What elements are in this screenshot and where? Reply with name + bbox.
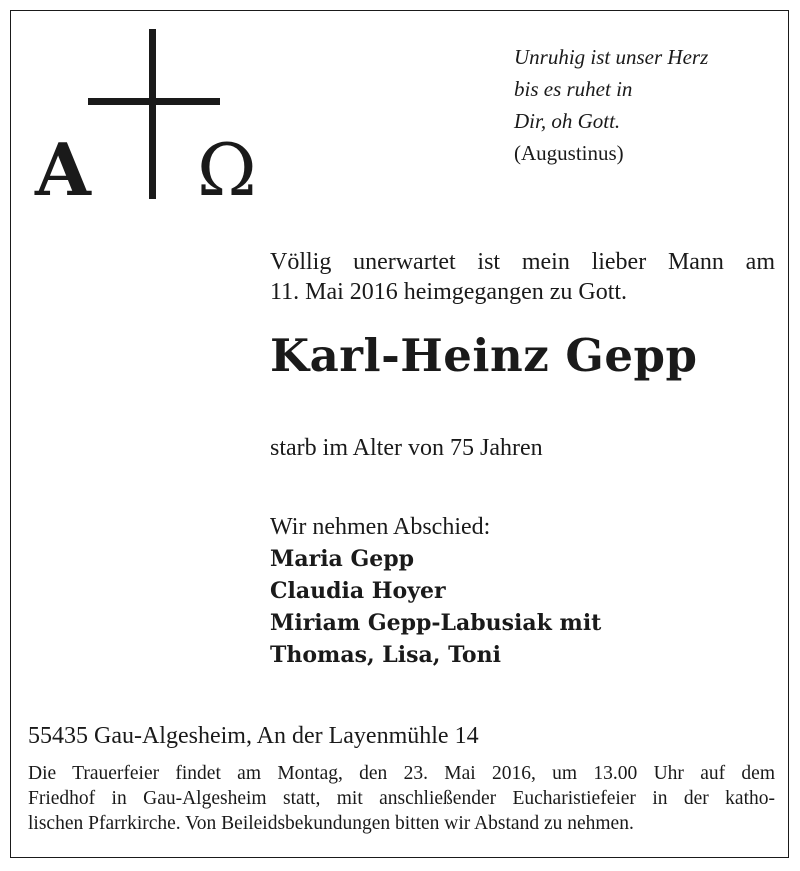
ceremony-line: Friedhof in Gau-Algesheim statt, mit anschließender Eucharistiefeier in der katho- (28, 788, 775, 809)
mourner-name: Miriam Gepp-Labusiak mit (270, 610, 602, 636)
mourner-name: Thomas, Lisa, Toni (270, 642, 501, 668)
alpha-cross-omega-symbol (23, 29, 283, 214)
mourners-list (270, 543, 601, 671)
cross-vertical-bar (149, 29, 156, 199)
quote-source: (Augustinus) (514, 141, 624, 165)
mourner-name: Claudia Hoyer (270, 578, 446, 604)
ceremony-line: Die Trauerfeier findet am Montag, den 23. Mai 2016, um 13.00 Uhr auf dem (28, 763, 775, 784)
family-address: 55435 Gau-Algesheim, An der Layenmühle 14 (28, 723, 479, 749)
quote-line: bis es ruhet in (514, 77, 633, 101)
obituary-notice (10, 10, 789, 858)
intro-text (270, 247, 775, 307)
alpha-glyph: A (35, 127, 91, 212)
omega-glyph: Ω (197, 128, 257, 212)
intro-line-2: 11. Mai 2016 heimgegangen zu Gott. (270, 279, 628, 305)
deceased-name: Karl-Heinz Gepp (270, 329, 698, 382)
cross-horizontal-bar (88, 98, 220, 105)
quote-line: Unruhig ist unser Herz (514, 45, 709, 69)
bible-quote (514, 41, 774, 169)
mourner-name: Maria Gepp (270, 546, 415, 572)
quote-line: Dir, oh Gott. (514, 109, 621, 133)
age-text: starb im Alter von 75 Jahren (270, 435, 543, 461)
farewell-heading: Wir nehmen Abschied: (270, 514, 491, 540)
funeral-ceremony-info (28, 761, 775, 836)
ceremony-line: lischen Pfarrkirche. Von Beileidsbekundungen bitten wir Abstand zu nehmen. (28, 813, 634, 834)
intro-line-1: Völlig unerwartet ist mein lieber Mann am (270, 249, 775, 275)
